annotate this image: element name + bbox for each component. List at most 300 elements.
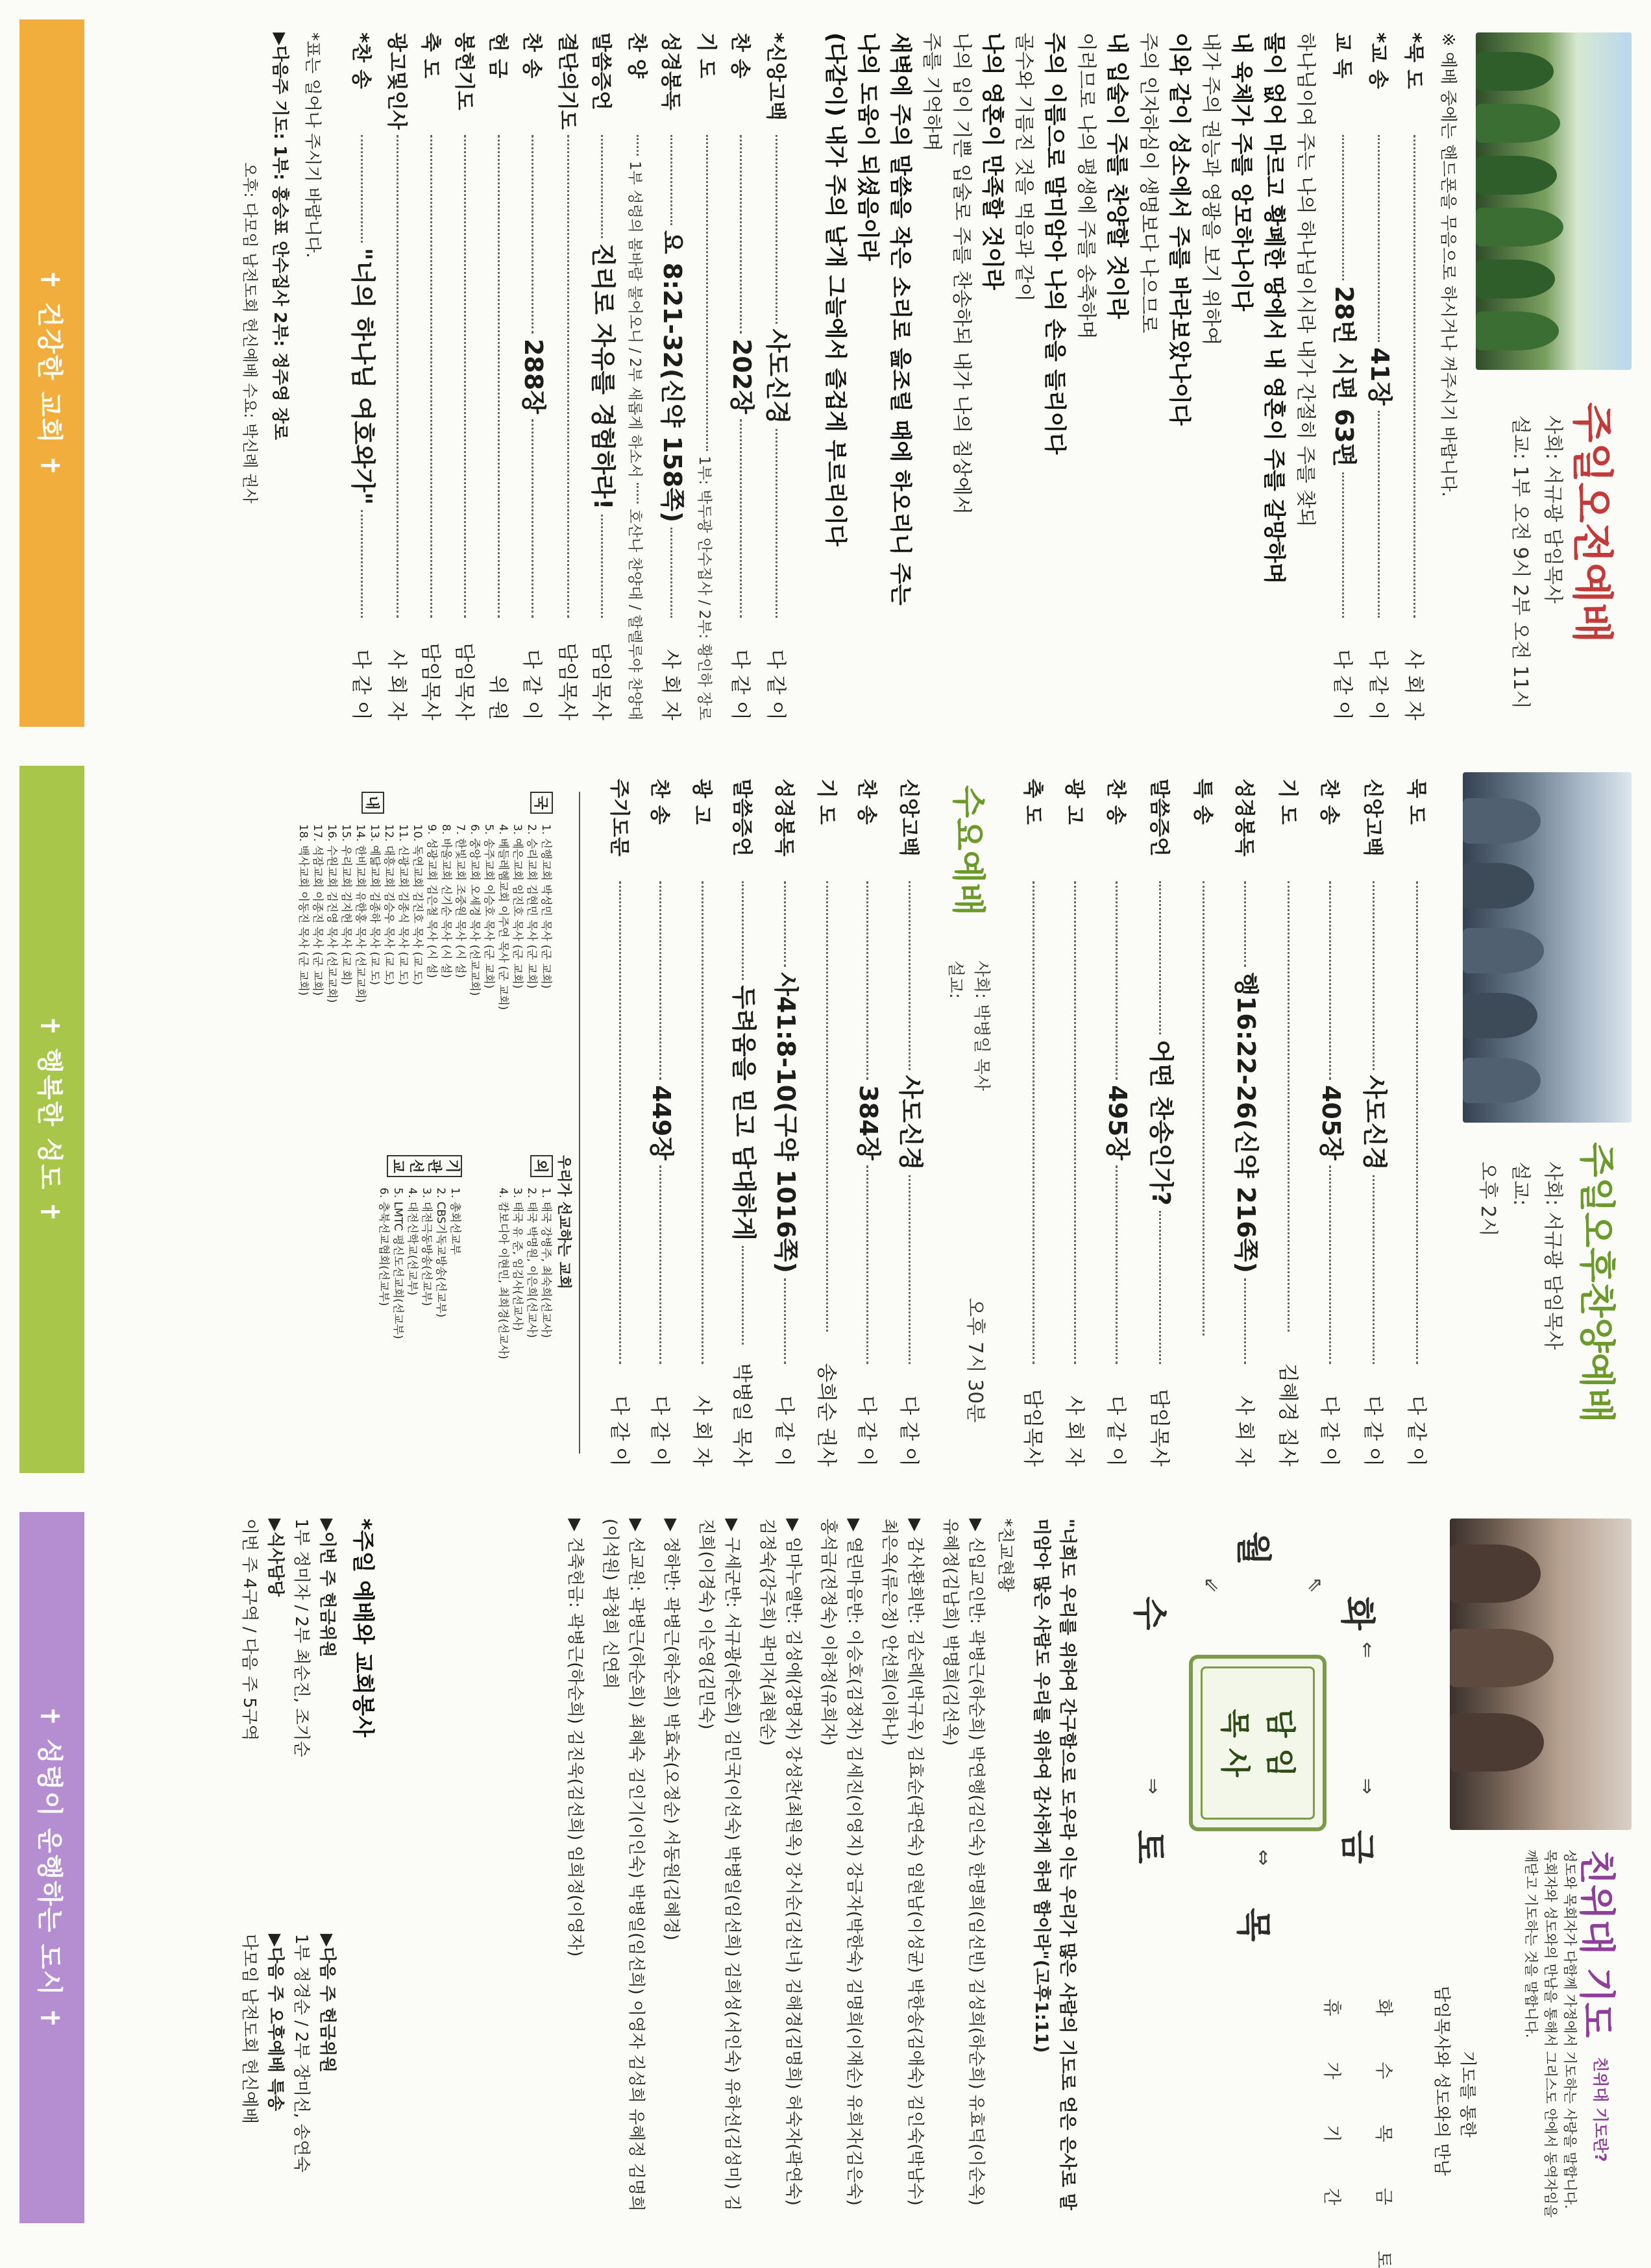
- day-sub: 가: [1321, 2062, 1343, 2080]
- mission-entry: 4. 베들레헴교회 이주연 목사 (군 교회): [496, 824, 509, 1010]
- morning-title: 주일오전예배: [1567, 402, 1615, 643]
- choir-figure: [1476, 311, 1559, 350]
- order-label: 특 송: [1191, 779, 1214, 825]
- reading-line: 나의 입이 기쁜 입술로 주를 찬송하되 내가 나의 침상에서: [950, 32, 973, 515]
- order-label: 광고및인사: [385, 32, 408, 130]
- leader-dots: [1159, 1211, 1161, 1364]
- day-sub: 간: [1321, 2188, 1343, 2206]
- order-person: 다 같 이: [1366, 649, 1389, 720]
- day-sub: 화: [1373, 1999, 1395, 2017]
- mission-entry: 5. LMTC 평신도선교회(선교부): [391, 1188, 404, 1339]
- order-detail: 405장: [1317, 1084, 1345, 1161]
- leader-dots: [742, 1246, 744, 1345]
- leader-dots: [1373, 881, 1375, 1070]
- leader-dots: [601, 515, 603, 618]
- day-label: 금: [1337, 1830, 1378, 1864]
- sermon-title: 두려움을 믿고 담대하게: [729, 985, 758, 1241]
- order-label: 성경봉독: [1232, 779, 1256, 857]
- order-label: 기 도: [694, 32, 718, 79]
- order-item: [654, 32, 689, 720]
- day-sub: 목: [1373, 2125, 1395, 2143]
- order-item: [380, 32, 413, 720]
- missions-title: 우리가 선교하는 교회: [556, 1155, 572, 1289]
- prayer-group: ▶ 선교원: 곽병근(하순희) 최혜숙 김인기(이인숙) 박병일(임선희) 이영자 김성희 유혜정 김명희(이석원) 곽청희 신연희: [600, 1518, 646, 2212]
- choir-figure: [1476, 156, 1557, 195]
- order-person: 다 같 이: [855, 1395, 878, 1467]
- congregation-figure: [1463, 863, 1534, 908]
- order-item: [759, 32, 794, 720]
- order-label: 찬 송: [1104, 779, 1127, 825]
- order-item: [689, 32, 723, 720]
- mission-entry: 3. 태국 유 준, 임김사(선교사): [511, 1188, 524, 1331]
- order-person: 박병일 목사: [730, 1363, 753, 1467]
- leader-dots: [1329, 881, 1331, 1080]
- service-row: [262, 1518, 288, 2213]
- reading-line-response: 내 입술이 주를 찬양할 것이라: [1104, 32, 1130, 319]
- order-item: [1395, 779, 1437, 1467]
- banner-happy-saints: ✝ 행복한 성도 ✝: [19, 766, 84, 1473]
- order-detail: 사41:8-10(구약 1016쪽): [772, 972, 800, 1273]
- order-item: [584, 32, 620, 720]
- leader-dots: [1342, 135, 1344, 280]
- order-label: 말씀증언: [730, 779, 753, 857]
- order-item: [413, 32, 447, 720]
- order-item: [764, 779, 806, 1467]
- order-detail: 384장: [854, 1084, 883, 1161]
- reading-line: 하나님이여 주는 나의 하나님이시라 내가 간절히 주를 찾되: [1294, 32, 1317, 528]
- order-item: [344, 32, 380, 720]
- order-person: 다 같 이: [1361, 1395, 1384, 1467]
- leader-dots: [776, 429, 777, 618]
- mission-entry: 1. 총회선교부: [448, 1188, 461, 1255]
- mission-entry: 2. CBS기독교방송(선교부): [434, 1188, 447, 1318]
- leader-dots: [601, 135, 603, 238]
- order-detail: 28번 시편 63편: [1330, 286, 1358, 467]
- day-sub: 휴: [1321, 1999, 1343, 2017]
- leader-dots: [702, 881, 703, 1364]
- leader-dots: [464, 135, 466, 618]
- reading-line: 이러므로 나의 평생에 주를 송축하며: [1075, 32, 1097, 339]
- prayer-title-question: 친위대 기도란?: [1591, 2057, 1609, 2162]
- order-item: [681, 779, 722, 1467]
- leader-dots: [498, 135, 500, 618]
- prayer-group: ▶ 정하반: 곽병근(하순희) 박효숙(오정순) 서동원(김혜경): [661, 1518, 681, 1941]
- day-label: 토: [1129, 1830, 1170, 1864]
- order-person: 사 회 자: [690, 1395, 713, 1467]
- order-item: [550, 32, 584, 720]
- choir-figure: [1476, 104, 1560, 143]
- service-grid: [236, 1518, 340, 2213]
- leader-dots: [637, 135, 639, 156]
- order-item: [722, 779, 764, 1467]
- leader-dots: [1288, 881, 1290, 1332]
- morning-order-main: [344, 32, 794, 720]
- congregation-figure: [1463, 928, 1544, 973]
- panel-morning-worship: [0, 0, 1651, 746]
- afternoon-meta-time: 오후 2시: [1476, 1162, 1499, 1237]
- day-sub: 토: [1373, 2250, 1395, 2268]
- morning-meta-leader: 사회: 서규광 담임목사: [1541, 415, 1564, 604]
- order-item: [599, 779, 639, 1467]
- leader-dots: [1378, 135, 1380, 342]
- choir-figure: [1476, 260, 1555, 299]
- leader-dots: [740, 135, 742, 334]
- leader-dots: [784, 881, 786, 967]
- reading-line: 주를 기억하며: [920, 32, 943, 152]
- reading-line-response: 나의 영혼이 만족할 것이라: [979, 32, 1005, 290]
- leader-dots: [742, 881, 744, 980]
- order-item: [481, 32, 515, 720]
- order-label: 신앙고백: [897, 779, 920, 857]
- order-detail: 요 8:21-32(신약 158쪽): [658, 230, 687, 523]
- arrow-icon: ⇔: [1252, 1849, 1275, 1866]
- order-item: [1308, 779, 1352, 1467]
- prayer-group: ▶ 열린마음반: 이승호(김정자) 김세진(이영지) 강금자(박한숙) 김명희(이재순) 유희자(김은숙) 홍석금(전정숙) 이하정(유희자): [818, 1518, 864, 2206]
- wednesday-order: [599, 779, 931, 1467]
- leader-dots: [1159, 881, 1161, 1034]
- order-item: [620, 32, 654, 720]
- prayer-intro: 성도와 목회자가 다함께 가정에서 기도하는 사랑을 말합니다. 목회자와 성도와의 만남을 통해서 그리스도 안에서 동역자임을 깨닫고 기도하는 것을 말합니다.: [1523, 1849, 1578, 2218]
- leader-dots: [740, 419, 742, 618]
- leader-dots: [1074, 881, 1076, 1364]
- order-item: [1138, 779, 1182, 1467]
- order-item: [1012, 779, 1053, 1467]
- order-detail: 495장: [1103, 1084, 1132, 1161]
- panel-prayer: [0, 1493, 1651, 2268]
- afternoon-title: 주일오후찬양예배: [1575, 1142, 1617, 1423]
- order-detail: 449장: [647, 1084, 676, 1161]
- prayer-figure: [1450, 1544, 1541, 1603]
- order-person: 담임목사: [452, 642, 476, 720]
- leader-dots: [670, 528, 672, 618]
- day-label: 목: [1233, 1908, 1274, 1942]
- order-label: 찬 송: [1317, 779, 1341, 825]
- next-week-prayer-2: 오후: 다모임 남전도회 헌신예배 수요: 박신례 권사: [241, 162, 259, 504]
- afternoon-order: [1012, 779, 1437, 1467]
- leader-dots: [1413, 135, 1415, 618]
- order-item: [1182, 779, 1223, 1467]
- leader-dots: [637, 483, 639, 504]
- leader-dots: [826, 881, 828, 1332]
- order-label: 성경봉독: [772, 779, 796, 857]
- order-detail: 사도신경: [896, 1075, 925, 1171]
- order-person: 다 같 이: [1317, 1395, 1341, 1467]
- service-title: *주일 예배와 교회봉사: [350, 1518, 376, 1738]
- mission-entry: 6. 충북선교협회(선교부): [377, 1188, 390, 1306]
- service-right: 다모임 남전도회 헌신예배: [239, 1934, 259, 2124]
- order-label: 결단의기도: [556, 32, 579, 130]
- leader-dots: [776, 135, 777, 324]
- reading-line-response: 주의 이름으로 말미암아 나의 손을 들리이다: [1042, 32, 1068, 455]
- prayer-title: 친위대 기도: [1575, 1849, 1617, 2038]
- mission-entry: 14. 한비교회 유한홍 목사 (선교교회): [354, 824, 367, 1003]
- leader-dots: [1342, 472, 1344, 618]
- leader-dots: [1033, 881, 1034, 1364]
- congregation-photo: [1463, 772, 1632, 1123]
- order-person: 1부: 박두광 안수집사 / 2부: 황인하 장로: [696, 456, 713, 720]
- arrow-icon: ⇐: [1356, 1642, 1378, 1659]
- leader-dots: [1373, 1175, 1375, 1364]
- leader-dots: [706, 135, 708, 451]
- next-week-prayer: ▶다음주 기도: 1부: 홍승표 안수집사 2부: 정주영 장로: [270, 32, 289, 440]
- morning-meta-times: 설교: 1부 오전 9시 2부 오전 11시: [1509, 415, 1532, 709]
- prayer-groups: [553, 1518, 989, 2213]
- order-label: 교 독: [1330, 32, 1354, 79]
- day-label: 수: [1129, 1596, 1170, 1631]
- order-label: 찬 양: [625, 32, 648, 79]
- mission-entry: 2. 승리교회 김현민 목사 (군 교회): [525, 824, 538, 989]
- order-person: 담임목사: [1021, 1389, 1044, 1467]
- prayer-group: ▶ 신입교인반: 곽병근(하순희) 박연행(김인숙) 한명희(임선빈) 김성희(하순희) 유효덕(이순옥) 유혜정(김남희) 박명희(김선옥): [940, 1518, 986, 2206]
- leader-dots: [1244, 1278, 1246, 1364]
- leader-dots: [361, 510, 363, 618]
- banner-spirit-city: ✝ 성령이 운행하는 도시 ✝: [19, 1512, 84, 2223]
- service-right: ▶다음 주 헌금위원: [317, 1934, 337, 2073]
- mission-entry: 8. 바울교회 신기순 목사 (시 설): [439, 824, 452, 979]
- leader-dots: [670, 135, 672, 225]
- sermon-title: 어떤 찬송인가?: [1147, 1040, 1175, 1206]
- order-person: 다 같 이: [648, 1395, 671, 1467]
- leader-dots: [1116, 1165, 1118, 1364]
- order-person: 다 같 이: [1404, 1395, 1428, 1467]
- mission-entry: 2. 태국 박명원, 이은희(선교사): [525, 1188, 538, 1338]
- order-label: 찬 송: [728, 32, 752, 79]
- pastor-box: [1189, 1655, 1327, 1831]
- sermon-title: 진리로 자유를 경험하라!: [589, 243, 617, 510]
- order-person: 사 회 자: [1402, 649, 1425, 720]
- reading-line-response: (다같이) 내가 주의 날개 그늘에서 즐겁게 부르리이다: [822, 32, 848, 546]
- service-row: [236, 1518, 262, 2213]
- day-sub-row: [1372, 1999, 1398, 2268]
- leader-dots: [1116, 881, 1118, 1080]
- order-label: 축 도: [1021, 779, 1044, 825]
- order-label: 주기도문: [607, 779, 631, 857]
- mission-entry: 7. 한빛교회 조중원 목사 (시 설): [454, 824, 467, 979]
- wednesday-title: 수요예배: [948, 785, 987, 916]
- mission-entry: 4. 캄보디아 이현민, 최희경(선교사): [496, 1188, 509, 1360]
- banner-healthy-church: ✝ 건강한 교회 ✝: [19, 19, 84, 727]
- mission-entry: 1. 신행교회 박성민 목사 (군 교회): [539, 824, 552, 989]
- arrow-icon: ⇒: [1356, 1778, 1378, 1795]
- order-label: 말씀증언: [589, 32, 613, 110]
- day-sub: 수: [1373, 2062, 1395, 2080]
- order-item: [1352, 779, 1395, 1467]
- order-label: 찬 송: [648, 779, 671, 825]
- leader-dots: [397, 135, 398, 618]
- pastor-label-1: 담 임: [1263, 1709, 1298, 1777]
- order-person: 호산나 찬양대 / 할렐루야 찬양대: [626, 509, 643, 721]
- order-item: [846, 779, 888, 1467]
- reading-line-response: 내 육체가 주를 앙모하나이다: [1229, 32, 1254, 311]
- order-item: [1325, 32, 1361, 720]
- reading-line: 골수와 기름진 것을 먹음과 같이: [1012, 32, 1035, 302]
- arrow-icon: ⇙: [1200, 1577, 1223, 1594]
- order-person: 다 같 이: [772, 1395, 796, 1467]
- order-label: 찬 송: [520, 32, 543, 79]
- missions-domestic-head-2: 내: [361, 792, 384, 814]
- mission-entry: 15. 우리교회 김지헌 목사 (교 회): [339, 824, 352, 985]
- order-detail: 202장: [728, 338, 756, 415]
- congregation-figure: [1463, 993, 1537, 1038]
- day-sub: 기: [1321, 2125, 1343, 2143]
- order-item: [1397, 32, 1430, 720]
- leader-dots: [909, 881, 911, 1070]
- order-person: 사 회 자: [1232, 1395, 1256, 1467]
- choir-photo: [1476, 32, 1632, 370]
- order-item: [447, 32, 481, 720]
- order-person: 송희순 권사: [814, 1363, 838, 1467]
- leader-dots: [532, 135, 533, 334]
- order-person: 위 원: [486, 675, 509, 720]
- order-person: 다 같 이: [897, 1395, 920, 1467]
- order-person: 김혜경 집사: [1276, 1363, 1299, 1467]
- order-person: 담임목사: [556, 642, 579, 720]
- prayer-group: ▶ 감사환희반: 김순례(박규옥) 김효순(곽연숙) 임현남(이성균) 박한송(김애숙) 김인숙(박남수) 최은옥(류은정) 안선희(이하나): [879, 1518, 925, 2206]
- order-label: 신앙고백: [1361, 779, 1384, 857]
- order-label: 묵 도: [1404, 779, 1428, 825]
- order-detail: 41장: [1365, 347, 1394, 406]
- missions-foreign-head: 외: [530, 1155, 553, 1177]
- responsive-reading: [819, 32, 1320, 720]
- order-detail: 288장: [519, 338, 548, 415]
- leader-dots: [532, 419, 533, 618]
- congregation-figure: [1463, 798, 1541, 844]
- missions-org-list: [376, 1188, 462, 1339]
- leader-dots: [430, 135, 432, 618]
- order-item: [1223, 779, 1267, 1467]
- service-row: [314, 1518, 340, 2213]
- order-person: 다 같 이: [1330, 649, 1354, 720]
- leader-dots: [1378, 411, 1380, 618]
- reading-line: 주의 인자하심이 생명보다 나으므로: [1137, 32, 1160, 334]
- mission-entry: 9. 성광교회 김은철 목사 (시 설): [425, 824, 438, 979]
- day-sub-row-2: [1320, 1999, 1346, 2205]
- order-label: 기 도: [1276, 779, 1299, 825]
- order-item: [639, 779, 681, 1467]
- mission-entry: 16. 수원교회 김진영 목사 (선교교회): [325, 824, 338, 1003]
- order-detail: 사도신경: [1360, 1075, 1389, 1171]
- wednesday-meta-leader: 사회: 박병일 목사: [972, 960, 991, 1091]
- order-label: 광 고: [1062, 779, 1086, 825]
- missions-domestic-list: [296, 824, 553, 1010]
- prayer-subtitle-2: 담임목사와 성도와의 만남: [1432, 1986, 1451, 2176]
- order-item: [888, 779, 931, 1467]
- order-item: [1053, 779, 1095, 1467]
- mission-entry: 3. 대전극동방송(선교부): [420, 1188, 433, 1306]
- mission-entry: 12. 대흥교회 김승우 목사 (교 도): [382, 824, 395, 985]
- order-person: 담임목사: [589, 642, 613, 720]
- order-person: 사 회 자: [385, 649, 408, 720]
- prayer-meeting-photo: [1450, 1518, 1632, 1830]
- reading-line-response: 나의 도움이 되셨음이라: [855, 32, 881, 262]
- prayer-group: ▶ 임마누엘반: 김성애(강명자) 강성찬(최원옥) 강시순(김선녀) 김해경(김명희) 허숙자(곽연숙) 김정숙(강주희) 곽미자(최현순): [757, 1518, 803, 2206]
- afternoon-meta-sermon: 설교:: [1509, 1162, 1532, 1206]
- mission-entry: 11. 신광교회 김종식 목사 (교 도): [397, 824, 410, 985]
- order-person: 사 회 자: [659, 649, 682, 720]
- order-label: 축 도: [419, 32, 442, 79]
- choir-figure: [1476, 52, 1554, 91]
- service-row: [288, 1518, 314, 2213]
- mission-entry: 5. 송주교회 이승호 목사 (군 교회): [482, 824, 495, 989]
- mission-entry: 1. 태국 강병주, 최숙희(선교사): [539, 1188, 552, 1338]
- order-person: 다 같 이: [764, 649, 787, 720]
- leader-dots: [1203, 881, 1205, 1335]
- order-item: [723, 32, 759, 720]
- order-item: [1267, 779, 1308, 1467]
- day-label: 월: [1233, 1531, 1274, 1566]
- order-label: 찬 송: [855, 779, 878, 825]
- prayer-group: ▶ 구세군반: 서규광(하순희) 김민국(이선숙) 박병일(임선희) 김희성(서인숙) 유하선(김성미) 김진희(이경숙) 이순영(김민숙): [696, 1518, 742, 2212]
- order-person: 다 같 이: [1104, 1395, 1127, 1467]
- order-item: [1095, 779, 1138, 1467]
- reading-line-response: 새벽에 주의 말씀을 작은 소리로 읊조릴 때에 하오리니 주는: [887, 32, 913, 605]
- wednesday-meta-sermon: 설교:: [946, 960, 965, 999]
- reading-line: 내가 주의 권능과 영광을 보기 위하여: [1199, 32, 1222, 346]
- order-label: 광 고: [690, 779, 713, 825]
- order-person: 다 같 이: [520, 649, 543, 720]
- wednesday-meta-time: 오후 7시 30분: [964, 1298, 986, 1423]
- choir-figure: [1476, 208, 1563, 247]
- phone-notice: ※ 예배 중에는 핸드폰을 무음으로 하시거나 꺼주시기 바랍니다.: [1438, 32, 1458, 497]
- mission-entry: 3. 예은교회 임진호 목사 (군 교회): [511, 824, 524, 989]
- order-label: *신앙고백: [764, 32, 787, 121]
- order-item: [806, 779, 846, 1467]
- missions-domestic-head: 국: [530, 792, 553, 814]
- order-person: 담임목사: [419, 642, 442, 720]
- arrow-icon: ⇒: [1142, 1778, 1164, 1795]
- order-person: 사 회 자: [1062, 1395, 1086, 1467]
- missions-table: [215, 792, 580, 1454]
- order-detail: 행16:22-26(신약 216쪽): [1232, 972, 1260, 1273]
- leader-dots: [1244, 881, 1246, 967]
- prayer-group: ▶ 건축헌금: 곽병근(하순희) 김진욱(김선희) 임희정(이영자): [565, 1518, 585, 1957]
- prayer-subtitle-1: 기도를 통한: [1458, 2051, 1477, 2138]
- order-person: 다 같 이: [607, 1395, 631, 1467]
- order-item: [515, 32, 550, 720]
- order-label: 기 도: [814, 779, 838, 825]
- mission-entry: 18. 백사교회 이동진 목사 (군 교회): [297, 824, 310, 996]
- order-label: 봉헌기도: [452, 32, 476, 110]
- order-label: 헌 금: [486, 32, 509, 79]
- service-right: ▶다음 주 오후예배 특송: [265, 1934, 285, 2112]
- order-detail: "너의 하나님 여호와가": [349, 247, 377, 506]
- reading-line-response: 물이 없어 마르고 황폐한 땅에서 내 영혼이 주를 갈망하며: [1261, 32, 1287, 585]
- leader-dots: [1329, 1165, 1331, 1364]
- service-left: 이번 주 4구역 / 다음 주 5구역: [239, 1518, 259, 1741]
- mission-entry: 4. 대전신학교(선교부): [406, 1188, 419, 1296]
- service-left: ▶이번 주 헌금위원: [317, 1518, 337, 1657]
- pastor-label-2: 목 사: [1217, 1709, 1253, 1777]
- order-person: 다 같 이: [728, 649, 752, 720]
- prayer-figure: [1450, 1713, 1544, 1772]
- afternoon-meta-leader: 사회: 서규광 담임목사: [1541, 1162, 1564, 1350]
- prayer-verse: "너희도 우리를 위하여 간구함으로 도우라 이는 우리가 많은 사람의 기도로 얻은 은사로 말미암아 많은 사람도 우리를 위하여 감사하게 하려 함이라"(고후1:11): [1031, 1518, 1077, 2210]
- panel-afternoon-wednesday: [0, 746, 1651, 1493]
- missions-foreign-list: [496, 1188, 553, 1360]
- missions-org-head: 기 관 선 교: [387, 1155, 462, 1177]
- leader-dots: [659, 881, 661, 1080]
- leader-dots: [1416, 881, 1418, 1364]
- leader-dots: [866, 881, 868, 1080]
- leader-dots: [619, 881, 621, 1364]
- order-label: 말씀증언: [1147, 779, 1171, 857]
- day-sub: 금: [1373, 2188, 1395, 2206]
- mission-entry: 17. 석잠교회 이종진 목사 (군 교회): [311, 824, 324, 996]
- mission-entry: 13. 예닮교회 김종하 목사 (교 도): [368, 824, 381, 985]
- order-item: [1361, 32, 1397, 720]
- order-detail: 사도신경: [763, 328, 792, 424]
- prayer-week-cycle: [1099, 1518, 1424, 2268]
